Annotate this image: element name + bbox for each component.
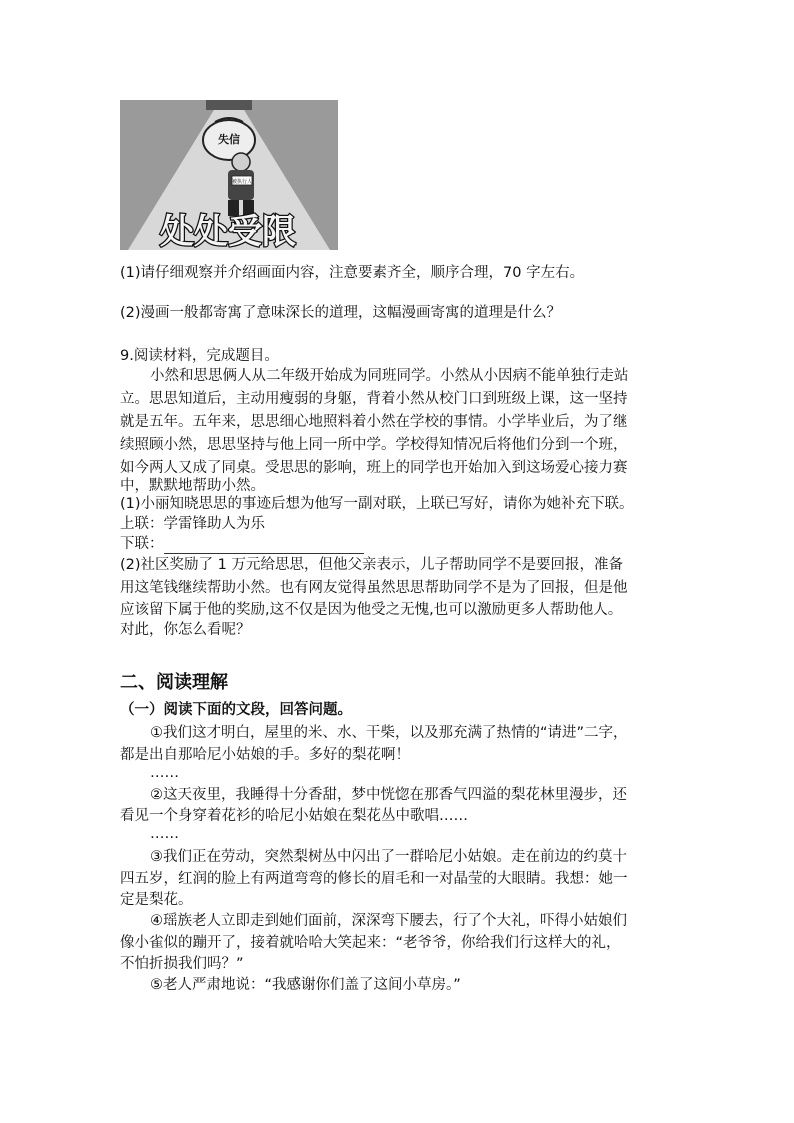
passage-line: ⑤老人严肃地说：“我感谢你们盖了这间小草房。”	[150, 977, 461, 993]
answer-blank[interactable]	[164, 539, 364, 554]
passage-line: ④瑶族老人立即走到她们面前，深深弯下腰去，行了个大礼，吓得小姑娘们	[150, 913, 627, 929]
q9-passage-line: 续照顾小然，思思坚持与他上同一所中学。学校得知情况后将他们分到一个班，	[120, 437, 628, 453]
bag-label: 失信	[218, 133, 240, 146]
passage-line: 都是出自那哈尼小姑娘的手。多好的梨花啊！	[120, 747, 410, 763]
cartoon-image	[120, 100, 338, 250]
cartoon-banner: 处处受限	[160, 212, 296, 250]
passage-line: 定是梨花。	[120, 892, 193, 908]
q9-title: 9.阅读材料，完成题目。	[120, 348, 279, 364]
q9-sub2-line: 用这笔钱继续帮助小然。也有网友觉得虽然思思帮助同学不是为了回报，但是他	[120, 580, 628, 596]
section-heading: 二、阅读理解	[120, 672, 228, 693]
q9-passage-line: 如今两人又成了同桌。受思思的影响，班上的同学也开始加入到这场爱心接力赛	[120, 460, 628, 476]
person-badge-label: 被执行人	[231, 179, 253, 185]
q9-sub1: (1)小丽知晓思思的事迹后想为他写一副对联，上联已写好，请你为她补充下联。	[120, 496, 634, 512]
passage-line: 四五岁，红润的脸上有两道弯弯的修长的眉毛和一对晶莹的大眼睛。我想：她一	[120, 871, 628, 887]
q9-sub2-line: 对此，你怎么看呢？	[120, 622, 251, 638]
passage-line: ①我们这才明白，屋里的米、水、干柴，以及那充满了热情的“请进”二字，	[150, 725, 628, 741]
q8-sub2: (2)漫画一般都寄寓了意味深长的道理，这幅漫画寄寓的道理是什么？	[120, 305, 562, 321]
couplet-upper: 上联：学雷锋助人为乐	[120, 516, 265, 532]
passage-line: 看见一个身穿着花衫的哈尼小姑娘在梨花丛中歌唱……	[120, 808, 468, 824]
ellipsis-line: ……	[150, 765, 179, 781]
q9-passage-line: 小然和思思俩人从二年级开始成为同班同学。小然从小因病不能单独行走站	[150, 368, 629, 384]
q9-sub2-line: (2)社区奖励了 1 万元给思思，但他父亲表示，儿子帮助同学不是要回报，准备	[120, 557, 623, 573]
ellipsis-line: ……	[150, 826, 179, 842]
couplet-lower-label: 下联：	[120, 536, 164, 552]
q8-sub1: (1)请仔细观察并介绍画面内容，注意要素齐全，顺序合理，70 字左右。	[120, 265, 585, 281]
person-head	[232, 153, 250, 171]
spotlight-lamp	[206, 100, 252, 110]
section-subheading: （一）阅读下面的文段，回答问题。	[120, 702, 352, 718]
passage-line: 像小雀似的蹦开了，接着就哈哈大笑起来：“老爷爷，你给我们行这样大的礼，	[120, 935, 621, 951]
passage-line: ②这天夜里，我睡得十分香甜，梦中恍惚在那香气四溢的梨花林里漫步，还	[150, 787, 627, 803]
couplet-lower-row	[120, 534, 680, 554]
passage-line: ③我们正在劳动，突然梨树丛中闪出了一群哈尼小姑娘。走在前边的约莫十	[150, 849, 627, 865]
q9-passage-line: 就是五年。五年来，思思细心地照料着小然在学校的事情。小学毕业后，为了继	[120, 414, 628, 430]
passage-line: 不怕折损我们吗？”	[120, 956, 244, 972]
q9-passage-line: 立。思思知道后，主动用瘦弱的身躯，背着小然从校门口到班级上课，这一坚持	[120, 391, 628, 407]
q9-sub2-line: 应该留下属于他的奖励,这不仅是因为他受之无愧,也可以激励更多人帮助他人。	[120, 602, 623, 618]
q9-passage-line: 中，默默地帮助小然。	[120, 478, 265, 494]
